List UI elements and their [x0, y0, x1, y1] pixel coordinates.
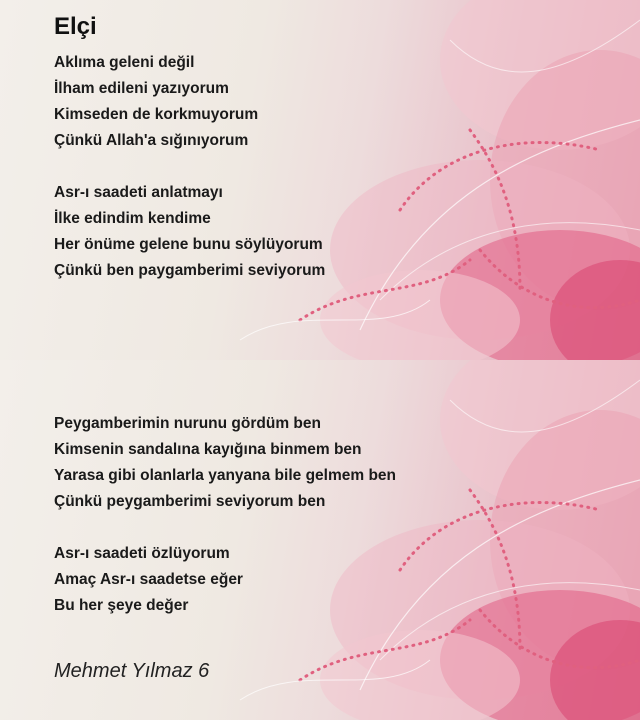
poem-title: Elçi: [54, 13, 97, 40]
poem-line: Yarasa gibi olanlarla yanyana bile gelmem ben: [54, 467, 397, 484]
poem-line: Aklıma geleni değil: [54, 54, 195, 71]
stanza-3: [54, 411, 396, 515]
poem-line: Her önüme gelene bunu söylüyorum: [54, 236, 323, 253]
poem-author: Mehmet Yılmaz 6: [54, 660, 210, 682]
poem-line: İlham edileni yazıyorum: [54, 80, 229, 97]
poem-line: Çünkü ben paygamberimi seviyorum: [54, 262, 326, 279]
poem-line: İlke edindim kendime: [54, 210, 211, 227]
poem-line: Peygamberimin nurunu gördüm ben: [54, 415, 321, 432]
poem-line: Bu her şeye değer: [54, 597, 189, 614]
poem-line: Asr-ı saadeti özlüyorum: [54, 545, 230, 562]
poem-line: Asr-ı saadeti anlatmayı: [54, 184, 223, 201]
poem-line: Kimseden de korkmuyorum: [54, 106, 259, 123]
poem-line: Çünkü peygamberimi seviyorum ben: [54, 493, 326, 510]
poem-line: Kimsenin sandalına kayığına binmem ben: [54, 441, 362, 458]
poem-line: Amaç Asr-ı saadetse eğer: [54, 571, 243, 588]
stanza-4: [54, 541, 243, 619]
stanza-1: [54, 50, 258, 154]
poem-line: Çünkü Allah'a sığınıyorum: [54, 132, 249, 149]
stanza-2: [54, 180, 325, 284]
